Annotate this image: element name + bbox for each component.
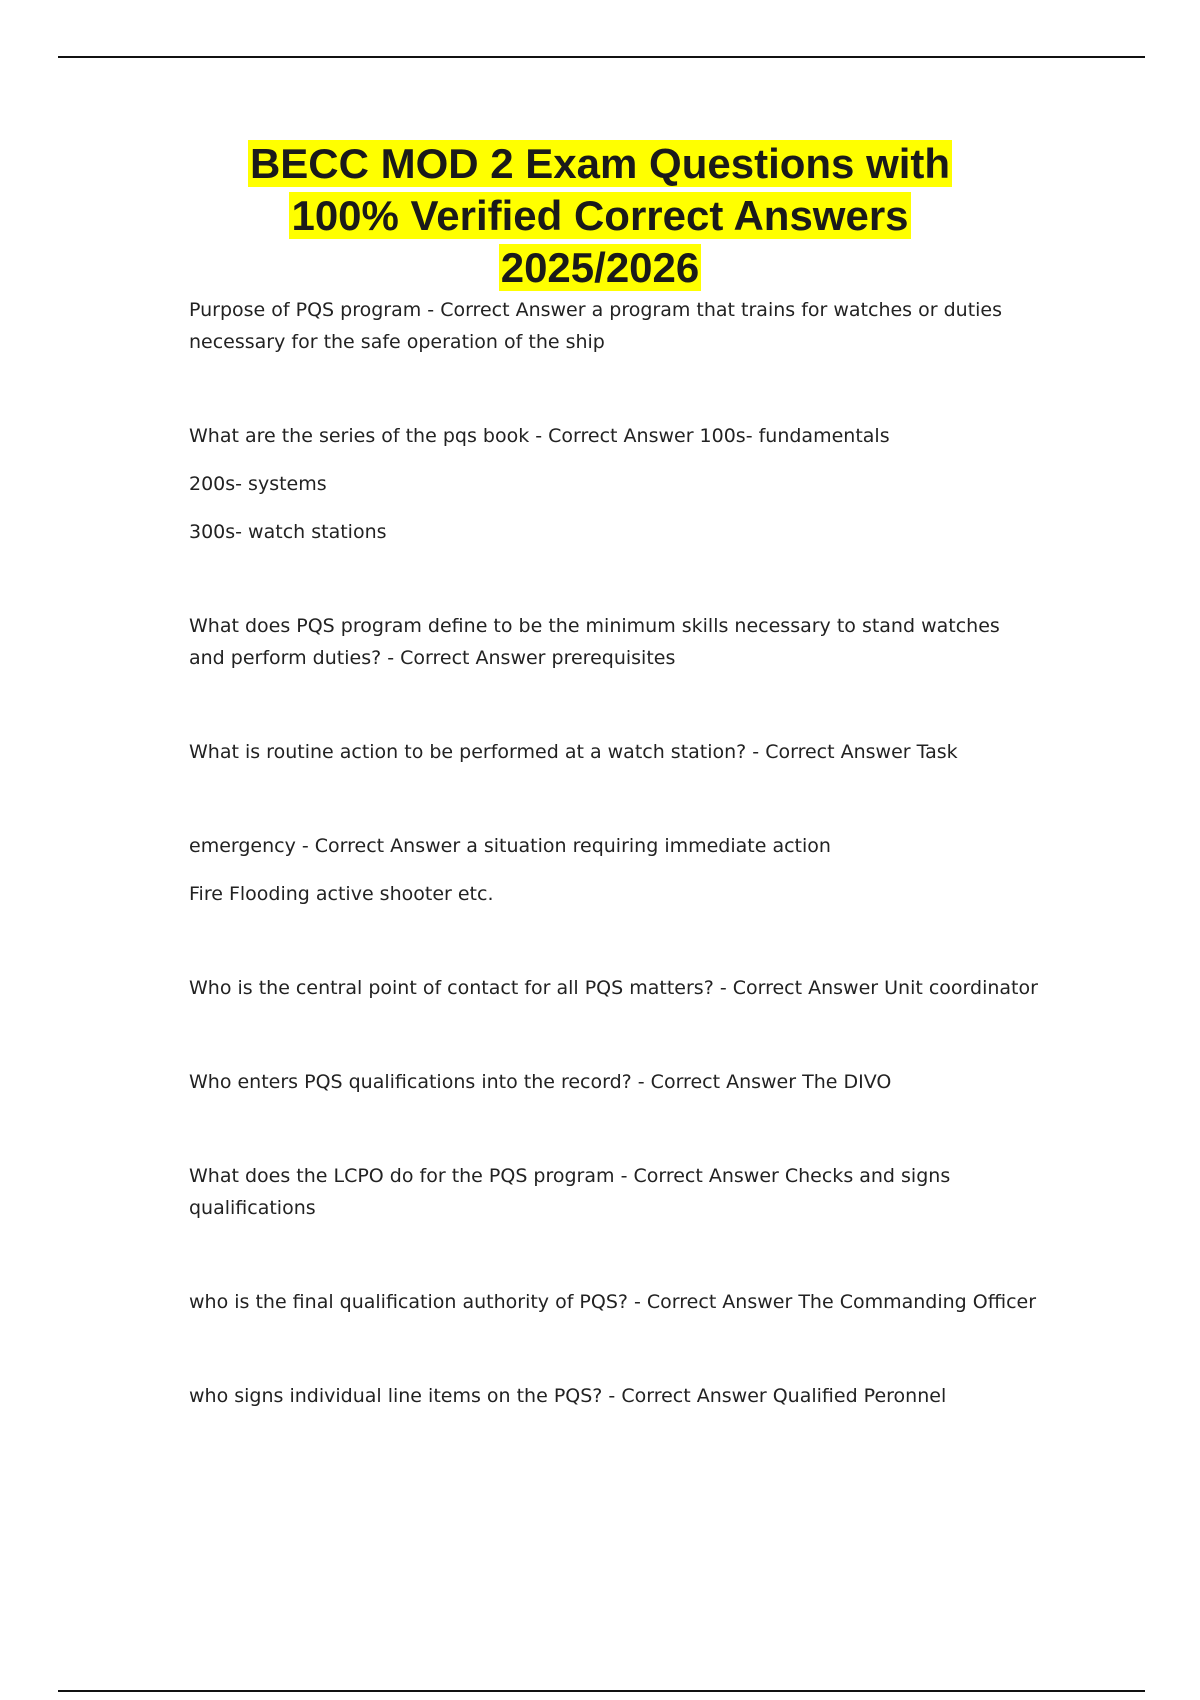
qa-extra-line: 200s- systems (189, 473, 327, 495)
qa-extra-line: 300s- watch stations (189, 521, 387, 543)
qa-text: emergency - Correct Answer a situation requiring immediate action (189, 835, 831, 857)
question-answer-list (189, 294, 1039, 1412)
qa-text: who is the final qualification authority of PQS? - Correct Answer The Commanding Officer (189, 1291, 1037, 1313)
qa-text: What does the LCPO do for the PQS program - Correct Answer Checks and signs qualifications (189, 1165, 951, 1219)
qa-item (189, 1380, 1039, 1412)
qa-item (189, 420, 1039, 548)
header-rule (58, 56, 1145, 58)
qa-item (189, 610, 1039, 674)
title-line-3: 2025/2026 (500, 244, 700, 291)
qa-item (189, 1066, 1039, 1098)
qa-item (189, 830, 1039, 910)
footer-rule (58, 1690, 1145, 1692)
qa-text: who signs individual line items on the PQS? - Correct Answer Qualified Peronnel (189, 1385, 947, 1407)
title-line-1: BECC MOD 2 Exam Questions with (249, 140, 951, 187)
qa-text: What is routine action to be performed at a watch station? - Correct Answer Task (189, 741, 958, 763)
qa-text: Purpose of PQS program - Correct Answer a program that trains for watches or duties necessary for the safe operation of the ship (189, 299, 1003, 353)
qa-item (189, 1286, 1039, 1318)
qa-item (189, 736, 1039, 768)
qa-item (189, 294, 1039, 358)
qa-extra-line: Fire Flooding active shooter etc. (189, 883, 494, 905)
qa-text: Who enters PQS qualifications into the record? - Correct Answer The DIVO (189, 1071, 892, 1093)
title-line-2: 100% Verified Correct Answers (291, 192, 909, 239)
qa-text: Who is the central point of contact for all PQS matters? - Correct Answer Unit coordinator (189, 977, 1038, 999)
qa-text: What does PQS program define to be the minimum skills necessary to stand watches and perform duties? - Correct Answer prerequisites (189, 615, 1000, 669)
qa-text: What are the series of the pqs book - Correct Answer 100s- fundamentals (189, 425, 890, 447)
qa-item (189, 972, 1039, 1004)
qa-item (189, 1160, 1039, 1224)
document-title (150, 138, 1050, 294)
